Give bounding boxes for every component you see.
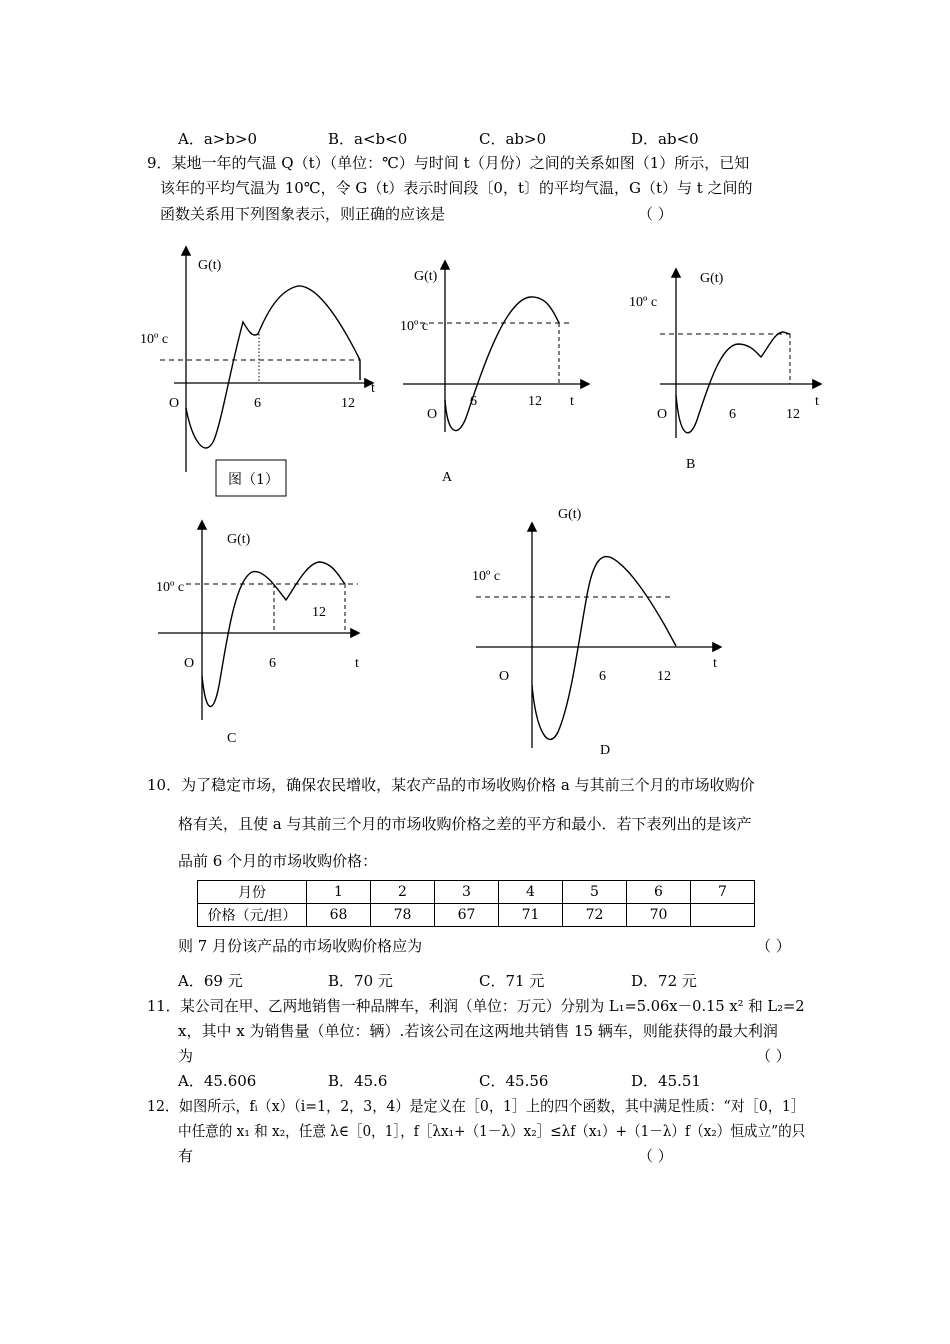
fig1-t: t [371, 381, 375, 396]
graph-c [156, 522, 359, 746]
q10-line-1: 10．为了稳定市场，确保农民增收，某农产品的市场收购价格 a 与其前三个月的市场收购价 [147, 776, 755, 794]
graph-a-ten-label: 10º c [400, 319, 429, 334]
fig1-ylabel: G(t) [198, 258, 222, 273]
table-cell: 68 [307, 904, 371, 927]
price-table [197, 880, 755, 927]
q12-line-2: 中任意的 x₁ 和 x₂，任意 λ∈［0，1］，f［λx₁+（1－λ）x₂］≤λf（x₁）+（1－λ）f（x₂）恒成立”的只 [178, 1122, 806, 1140]
graph-d-caption: D [600, 743, 611, 758]
graph-a-x6: 6 [470, 394, 477, 409]
table-cell: 6 [627, 881, 691, 904]
q12-line-1: 12．如图所示，fᵢ（x）（i=1，2，3，4）是定义在［0，1］上的四个函数，其中满足性质：“对［0，1］ [147, 1097, 806, 1115]
graph-d-ylabel: G(t) [558, 507, 582, 522]
q12-line-3: 有 [178, 1147, 194, 1165]
table-cell: 67 [435, 904, 499, 927]
graph-b-caption: B [686, 457, 696, 472]
fig1-ten-label: 10º c [140, 332, 169, 347]
graph-c-t: t [355, 656, 359, 671]
graph-c-origin: O [184, 656, 195, 671]
q8-option-a: A．a>b>0 [178, 130, 258, 148]
q11-option-b: B．45.6 [328, 1072, 388, 1090]
table-row-header [198, 881, 755, 904]
q9-line-3: 函数关系用下列图象表示，则正确的应该是 [160, 205, 446, 223]
graph-b-t: t [815, 394, 819, 409]
table-cell: 3 [435, 881, 499, 904]
q10-option-d: D．72 元 [631, 972, 697, 990]
table-cell [691, 904, 755, 927]
q10-option-a: A．69 元 [178, 972, 243, 990]
q10-option-b: B．70 元 [328, 972, 393, 990]
graph-c-caption: C [227, 731, 237, 746]
graph-a-t: t [570, 394, 574, 409]
q10-option-c: C．71 元 [479, 972, 545, 990]
table-cell: 2 [371, 881, 435, 904]
graph-d-x12: 12 [657, 669, 671, 684]
q9-line-1: 9．某地一年的气温 Q（t）（单位：℃）与时间 t（月份）之间的关系如图（1）所示，已知 [147, 154, 750, 172]
q9-answer-paren: （ ） [638, 205, 673, 223]
q10-question: 则 7 月份该产品的市场收购价格应为 [178, 937, 423, 955]
graph-b-x6: 6 [729, 407, 736, 422]
q8-option-d: D．ab<0 [631, 130, 699, 148]
table-cell: 78 [371, 904, 435, 927]
q11-option-a: A．45.606 [178, 1072, 257, 1090]
fig1-box-label: 图（1） [228, 472, 279, 488]
q12-answer-paren: （ ） [638, 1147, 673, 1165]
graph-b-ylabel: G(t) [700, 271, 724, 286]
table-cell: 4 [499, 881, 563, 904]
graph-b [629, 270, 820, 472]
graph-a-origin: O [427, 407, 438, 422]
graph-d-origin: O [499, 669, 510, 684]
graph-b-ten-label: 10º c [629, 295, 658, 310]
table-row-price [198, 904, 755, 927]
table-cell: 5 [563, 881, 627, 904]
q10-line-3: 品前 6 个月的市场收购价格： [178, 852, 378, 870]
graph-b-origin: O [657, 407, 668, 422]
q11-line-3: 为 [178, 1047, 194, 1065]
table-cell: 1 [307, 881, 371, 904]
fig1-x12: 12 [341, 396, 355, 411]
graph-a-ylabel: G(t) [414, 269, 438, 284]
graph-a-caption: A [442, 470, 453, 485]
graph-d-x6: 6 [599, 669, 606, 684]
table-cell: 7 [691, 881, 755, 904]
fig1-x6: 6 [254, 396, 261, 411]
graph-c-ylabel: G(t) [227, 532, 251, 547]
fig1-graph [140, 248, 375, 496]
graph-a-x12: 12 [528, 394, 542, 409]
table-cell: 月份 [198, 881, 307, 904]
q10-answer-paren: （ ） [756, 937, 791, 955]
graph-d-t: t [713, 656, 717, 671]
graph-d-ten-label: 10º c [472, 569, 501, 584]
graph-b-x12: 12 [786, 407, 800, 422]
table-cell: 价格（元/担） [198, 904, 307, 927]
q8-option-b: B．a<b<0 [328, 130, 408, 148]
q11-line-2: x，其中 x 为销售量（单位：辆）.若该公司在这两地共销售 15 辆车，则能获得的最大利润 [178, 1022, 778, 1040]
q11-option-d: D．45.51 [631, 1072, 701, 1090]
q11-option-c: C．45.56 [479, 1072, 549, 1090]
q8-option-c: C．ab>0 [479, 130, 547, 148]
graph-c-x6: 6 [269, 656, 276, 671]
q10-line-2: 格有关，且使 a 与其前三个月的市场收购价格之差的平方和最小．若下表列出的是该产 [178, 815, 752, 833]
q9-line-2: 该年的平均气温为 10℃，令 G（t）表示时间段〔0，t〕的平均气温，G（t）与 t 之间的 [160, 179, 753, 197]
table-cell: 70 [627, 904, 691, 927]
q11-line-1: 11．某公司在甲、乙两地销售一种品牌车，利润（单位：万元）分别为 L₁=5.06x－0.15 x² 和 L₂=2 [147, 997, 805, 1015]
graph-a [400, 262, 588, 485]
q11-answer-paren: （ ） [756, 1047, 791, 1065]
graph-c-ten-label: 10º c [156, 580, 185, 595]
table-cell: 71 [499, 904, 563, 927]
graph-d [472, 507, 720, 758]
graph-c-x12: 12 [312, 605, 326, 620]
table-cell: 72 [563, 904, 627, 927]
fig1-origin: O [169, 396, 180, 411]
